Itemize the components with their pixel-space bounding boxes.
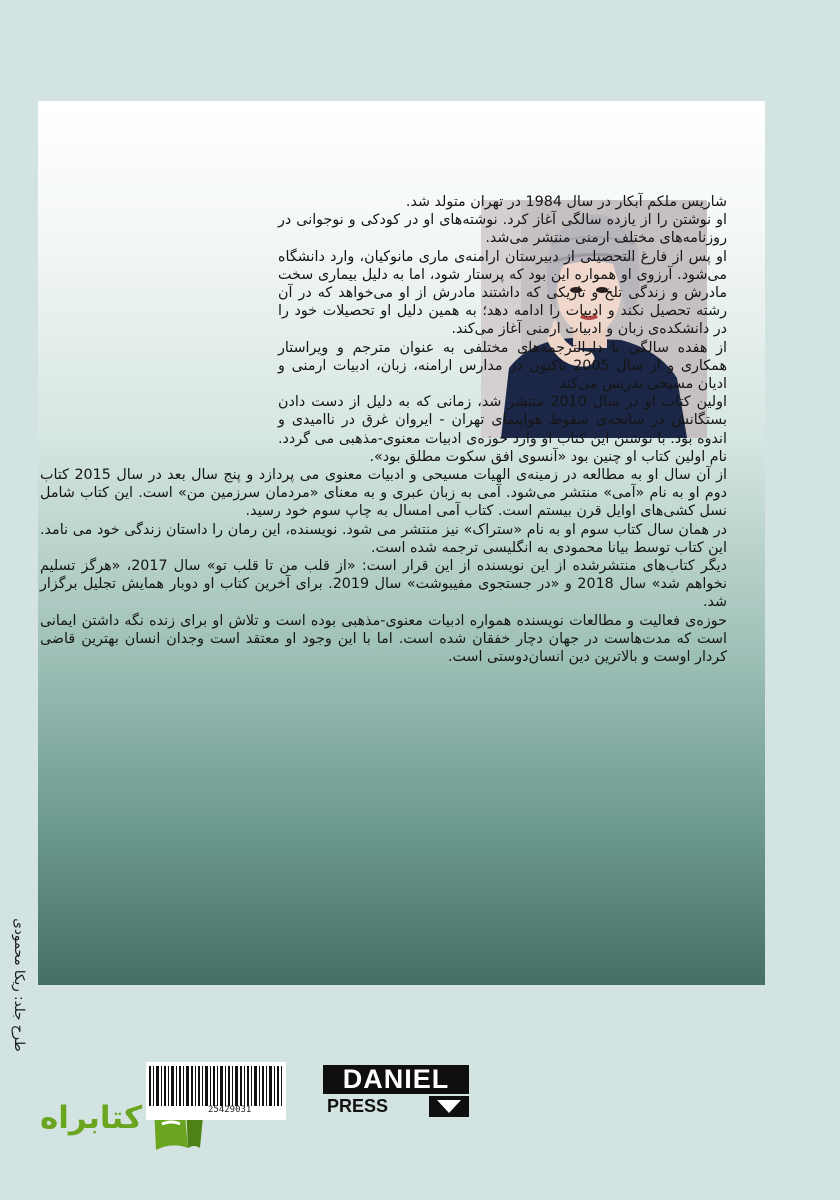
down-arrow-icon	[429, 1096, 469, 1117]
cover-design-credit-text: طرح جلد: ریکا محمودی	[11, 918, 27, 1052]
bio-paragraph: او نوشتن را از یازده سالگی آغاز کرد. نوشته‌های او در کودکی و نوجوانی در روزنامه‌های مختلف ارمنی منتشر می‌شد.	[278, 212, 727, 247]
bio-paragraph: اولین کتاب او در سال 2010 منتشر شد، زمانی که به دلیل از دست دادن بستگانش در سانحه‌ی سقوط هواپیمای تهران - ایروان غرق در ناامیدی و اندوه بود. با نوشتن این کتاب او وارد حوزه‌ی ادبیات معنوی-مذهبی می گردد. نام اولین کتاب او چنین بود «آنسوی افق سکوت مطلق بود».	[278, 394, 727, 465]
author-biography	[40, 193, 727, 666]
bio-paragraph: در همان سال کتاب سوم او به نام «ستراک» نیز منتشر می شود. نویسنده، این رمان را داستان زندگی خود می نامد. این کتاب توسط بیانا محمودی به انگلیسی ترجمه شده است.	[40, 521, 727, 556]
bio-paragraph: دیگر کتاب‌های منتشرشده از این نویسنده از این قرار است: «از قلب من تا قلب تو» سال 2017، «هرگز تسلیم نخواهم شد» سال 2018 و «در جستجوی مفیبوشت» سال 2019. برای آخرین کتاب او دوبار همایش تجلیل برگزار شد.	[40, 558, 727, 611]
bio-paragraph: حوزه‌ی فعالیت و مطالعات نویسنده همواره ادبیات معنوی-مذهبی بوده است و تلاش او برای زنده نگه داشتن ایمانی است که مدت‌هاست در جهان دچار خفقان شده است. اما با این وجود او معتقد است وجدان انسان بهترین قاضی کردار اوست و بالاترین دین انسان‌دوستی است.	[40, 612, 727, 666]
cover-design-credit	[12, 895, 26, 1075]
daniel-press-subname: PRESS	[327, 1096, 389, 1116]
daniel-press-logo	[323, 1065, 469, 1117]
ketabrah-brand-text: کتابراه	[40, 1100, 143, 1136]
bio-paragraph: از هفده سالگی با دارالترجمه‌های مختلفی به عنوان مترجم و ویراستار همکاری و از سال 2005 تاکنون در مدارس ارامنه، زبان، ادبیات ارمنی و ادیان مسیحی تدریس می‌کند.	[278, 339, 727, 393]
daniel-press-bottom	[323, 1096, 469, 1117]
barcode-number: 25429031	[208, 1105, 252, 1115]
daniel-press-name: DANIEL	[323, 1065, 469, 1094]
photo-text-wrap	[40, 193, 278, 451]
bio-paragraph: از آن سال او به مطالعه در زمینه‌ی الهیات مسیحی و ادبیات معنوی می پردازد و پنج سال بعد در سال 2015 کتاب دوم او به نام «آمی» منتشر می‌شود. آمی به زبان عبری و به معنای «مردمان سرزمین من» است. این کتاب شامل نسل کشی‌های اوایل قرن بیستم است. کتاب آمی امسال به چاپ سوم خود رسید.	[40, 467, 728, 520]
bio-paragraph: شاریس ملکم آبکار در سال 1984 در تهران متولد شد.	[405, 194, 727, 210]
bio-paragraph: او پس از فارغ التحصیلی از دبیرستان ارامنه‌ی ماری مانوکیان، وارد دانشگاه می‌شود. آرزوی او همواره این بود که پرستار شود، اما به دلیل بیماری سخت مادرش و زندگی تلخ و تاریکی که داشتند مادرش از او می‌خواهد که در آن رشته تحصیل نکند و ادبیات را ادامه دهد؛ به همین دلیل او تحصیلات خود را در دانشکده‌ی زبان و ادبیات ارمنی آغاز می‌کند.	[278, 248, 727, 338]
